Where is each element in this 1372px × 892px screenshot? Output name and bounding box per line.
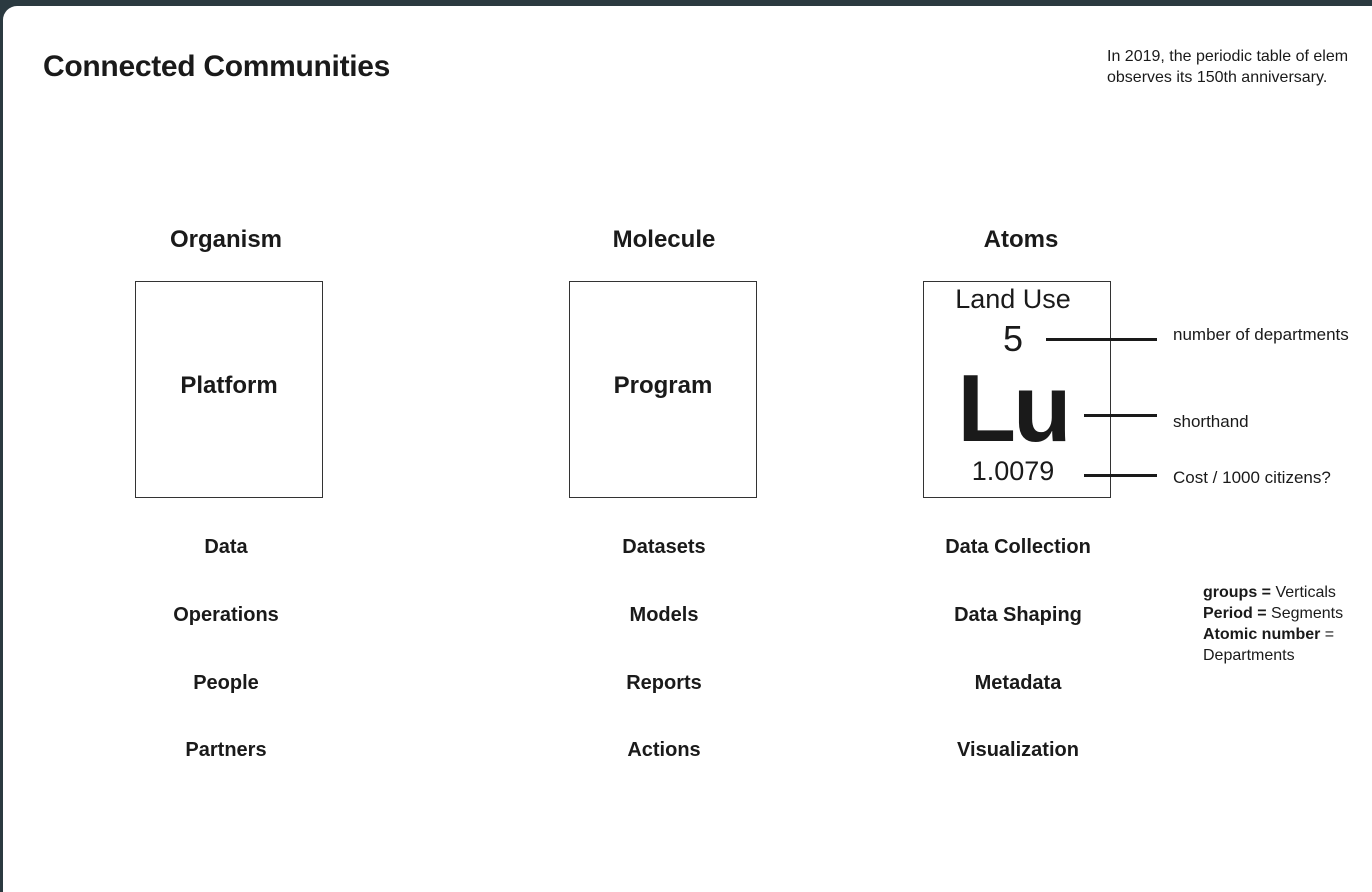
- molecule-item-datasets: Datasets: [622, 536, 706, 558]
- legend-groups: groups = Verticals: [1203, 584, 1336, 601]
- organism-item-data: Data: [204, 536, 248, 558]
- program-box: [569, 281, 757, 498]
- element-name: Land Use: [955, 284, 1071, 314]
- legend-period: Period = Segments: [1203, 605, 1344, 622]
- anniversary-note: [1107, 46, 1348, 88]
- atoms-item-visualization: Visualization: [957, 739, 1079, 761]
- program-label: Program: [613, 372, 713, 399]
- organism-heading: Organism: [169, 226, 283, 253]
- molecule-heading: Molecule: [612, 226, 716, 253]
- molecule-item-actions: Actions: [627, 739, 701, 761]
- mass-callout-line: [1084, 474, 1157, 477]
- platform-label: Platform: [180, 372, 278, 399]
- legend-atomic-number: Atomic number = Departments: [1203, 626, 1335, 664]
- atoms-item-data-shaping: Data Shaping: [954, 604, 1082, 626]
- organism-item-operations: Operations: [173, 604, 279, 626]
- legend: [1203, 582, 1343, 666]
- canvas: [3, 6, 1372, 892]
- symbol-callout-line: [1084, 414, 1157, 417]
- page-title: Connected Communities: [43, 50, 391, 83]
- symbol-callout-label: shorthand: [1173, 412, 1249, 431]
- number-callout-line: [1046, 338, 1157, 341]
- element-symbol: Lu: [957, 355, 1069, 462]
- element-tile: [923, 281, 1111, 498]
- note-line-1: In 2019, the periodic table of elem: [1107, 48, 1349, 65]
- mass-callout-label: Cost / 1000 citizens?: [1173, 468, 1331, 487]
- molecule-item-reports: Reports: [626, 672, 702, 694]
- number-callout-label: number of departments: [1173, 325, 1349, 344]
- element-number: 5: [1002, 318, 1024, 359]
- note-line-2: observes its 150th anniversary.: [1107, 69, 1328, 86]
- platform-box: [135, 281, 323, 498]
- atoms-heading: Atoms: [983, 226, 1059, 253]
- organism-item-partners: Partners: [185, 739, 267, 761]
- element-mass: 1.0079: [971, 456, 1055, 486]
- organism-item-people: People: [193, 672, 259, 694]
- atoms-item-metadata: Metadata: [974, 672, 1062, 694]
- atoms-item-data-collection: Data Collection: [945, 536, 1091, 558]
- molecule-item-models: Models: [629, 604, 699, 626]
